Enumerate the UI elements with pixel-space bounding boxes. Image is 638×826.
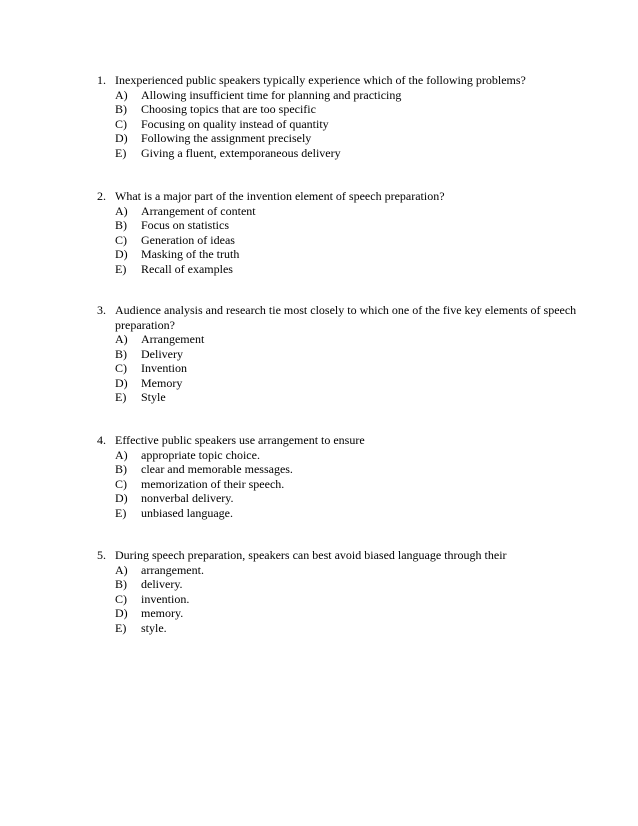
option-c	[97, 477, 577, 492]
option-d	[97, 247, 577, 262]
option-c	[97, 117, 577, 132]
option-e	[97, 146, 577, 161]
option-letter: B)	[115, 577, 127, 591]
option-letter: A)	[115, 562, 128, 577]
option-text: Focusing on quality instead of quantity	[141, 116, 329, 131]
answer-options	[97, 563, 577, 636]
option-text: Delivery	[141, 346, 183, 361]
option-text: nonverbal delivery.	[141, 491, 234, 505]
option-b	[97, 577, 577, 592]
option-d	[97, 131, 577, 146]
question-3	[97, 303, 577, 405]
question-number: 3.	[97, 303, 106, 317]
option-e	[97, 506, 577, 521]
option-b	[97, 218, 577, 233]
question-number: 5.	[97, 548, 106, 562]
option-text: Focus on statistics	[141, 218, 230, 232]
option-text: appropriate topic choice.	[141, 447, 260, 462]
option-letter: D)	[115, 247, 128, 261]
option-text: Style	[141, 390, 166, 404]
option-c	[97, 361, 577, 376]
option-letter: A)	[115, 203, 128, 218]
option-letter: B)	[115, 462, 127, 476]
option-letter: D)	[115, 491, 128, 505]
option-letter: E)	[115, 390, 127, 404]
question-number: 2.	[97, 189, 106, 203]
option-text: Choosing topics that are too specific	[141, 102, 316, 116]
option-d	[97, 606, 577, 621]
option-letter: C)	[115, 361, 127, 375]
question-text: What is a major part of the invention element of speech preparation?	[115, 189, 445, 203]
question-text: Effective public speakers use arrangement to ensure	[115, 433, 365, 447]
option-letter: E)	[115, 505, 127, 520]
option-letter: E)	[115, 145, 127, 160]
option-letter: D)	[115, 131, 128, 145]
question-4	[97, 433, 577, 520]
option-text: Following the assignment precisely	[141, 131, 312, 145]
question-number: 1.	[97, 73, 106, 87]
option-letter: C)	[115, 476, 127, 491]
question-5	[97, 548, 577, 635]
option-text: Giving a fluent, extemporaneous delivery	[141, 145, 341, 160]
option-letter: E)	[115, 620, 127, 635]
question-number: 4.	[97, 433, 106, 447]
question-stem	[97, 303, 577, 332]
option-letter: C)	[115, 591, 127, 606]
option-letter: E)	[115, 261, 127, 276]
option-text: memory.	[141, 606, 184, 620]
question-2	[97, 189, 577, 276]
option-b	[97, 462, 577, 477]
question-stem	[97, 189, 577, 204]
option-text: Allowing insufficient time for planning and practicing	[141, 87, 402, 102]
question-stem	[97, 433, 577, 448]
option-text: clear and memorable messages.	[141, 462, 293, 476]
option-letter: B)	[115, 346, 127, 361]
question-text: Inexperienced public speakers typically experience which of the following problems?	[115, 73, 526, 87]
option-letter: A)	[115, 447, 128, 462]
option-letter: A)	[115, 87, 128, 102]
option-d	[97, 376, 577, 391]
option-text: Invention	[141, 361, 187, 375]
option-text: delivery.	[141, 577, 183, 591]
question-stem	[97, 73, 577, 88]
option-c	[97, 592, 577, 607]
option-b	[97, 102, 577, 117]
option-letter: D)	[115, 606, 128, 620]
question-text: During speech preparation, speakers can best avoid biased language through their	[115, 548, 507, 562]
answer-options	[97, 332, 577, 405]
option-a	[97, 204, 577, 219]
option-c	[97, 233, 577, 248]
question-text: Audience analysis and research tie most closely to which one of the five key elements of speech preparation?	[115, 303, 577, 332]
option-a	[97, 88, 577, 103]
option-e	[97, 390, 577, 405]
option-letter: B)	[115, 218, 127, 232]
option-letter: A)	[115, 332, 128, 346]
option-text: invention.	[141, 591, 190, 606]
option-text: Masking of the truth	[141, 247, 240, 261]
answer-options	[97, 448, 577, 521]
option-e	[97, 621, 577, 636]
option-letter: C)	[115, 116, 127, 131]
option-a	[97, 563, 577, 578]
answer-options	[97, 204, 577, 277]
question-1	[97, 73, 577, 160]
option-letter: B)	[115, 102, 127, 116]
option-text: Arrangement of content	[141, 203, 256, 218]
option-letter: C)	[115, 232, 127, 247]
option-d	[97, 491, 577, 506]
option-text: style.	[141, 620, 167, 635]
option-text: unbiased language.	[141, 505, 233, 520]
option-letter: D)	[115, 375, 128, 390]
option-e	[97, 262, 577, 277]
option-text: Memory	[141, 375, 183, 390]
option-text: Recall of examples	[141, 261, 233, 276]
option-text: Arrangement	[141, 332, 205, 346]
answer-options	[97, 88, 577, 161]
question-stem	[97, 548, 577, 563]
option-text: memorization of their speech.	[141, 476, 285, 491]
option-a	[97, 332, 577, 347]
option-text: Generation of ideas	[141, 232, 235, 247]
option-b	[97, 347, 577, 362]
option-text: arrangement.	[141, 562, 204, 577]
option-a	[97, 448, 577, 463]
